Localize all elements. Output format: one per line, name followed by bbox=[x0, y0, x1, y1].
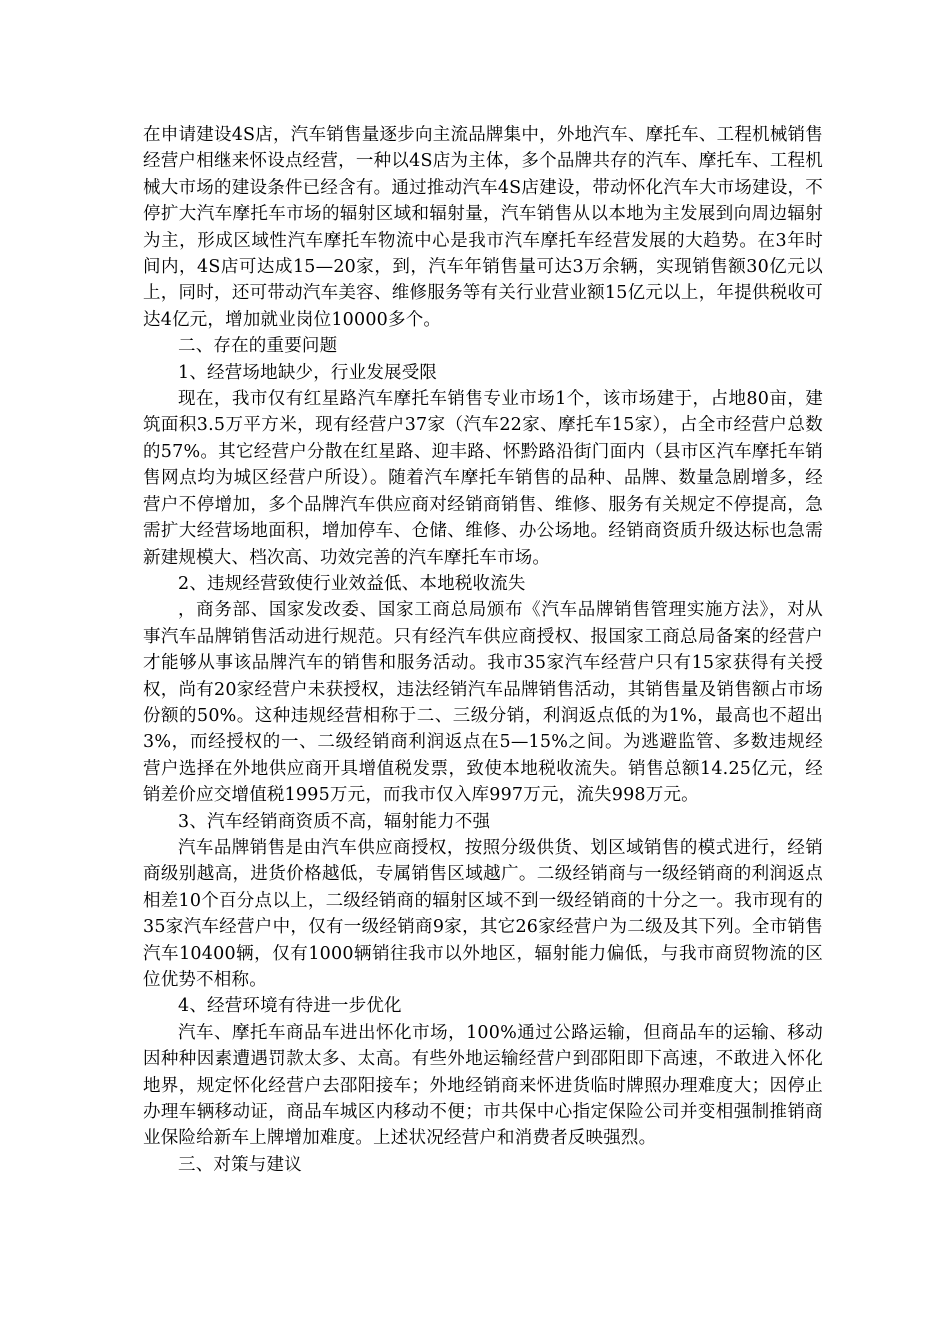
paragraph-dealer-qualification: 汽车品牌销售是由汽车供应商授权，按照分级供货、划区域销售的模式进行，经销商级别越高，进货价格越低，专属销售区域越广。二级经销商与一级经销商的利润返点相差10个百分点以上，二级经销商的辐射区域不到一级经销商的十分之一。我市现有的35家汽车经营户中，仅有一级经销商9家，其它26家经营户为二级及其下列。全市销售汽车10400辆，仅有1000辆销往我市以外地区，辐射能力偏低，与我市商贸物流的区位优势不相称。 bbox=[143, 837, 823, 990]
paragraph-business-environment: 汽车、摩托车商品车进出怀化市场，100%通过公路运输，但商品车的运输、移动因种种因素遭遇罚款太多、太高。有些外地运输经营户到邵阳即下高速，不敢进入怀化地界，规定怀化经营户去邵阳接车；外地经销商来怀进货临时牌照办理难度大；因停止办理车辆移动证，商品车城区内移动不便；市共保中心指定保险公司并变相强制推销商业保险给新车上牌增加难度。上述状况经营户和消费者反映强烈。 bbox=[143, 1022, 823, 1149]
subheading-venue-shortage: 1、经营场地缺少，行业发展受限 bbox=[178, 362, 438, 383]
subheading-illegal-operation: 2、违规经营致使行业效益低、本地税收流失 bbox=[178, 573, 526, 594]
subheading-business-environment: 4、经营环境有待进一步优化 bbox=[178, 996, 402, 1017]
subheading-dealer-qualification: 3、汽车经销商资质不高，辐射能力不强 bbox=[178, 811, 491, 832]
document-body bbox=[143, 122, 823, 1178]
paragraph-illegal-operation: ，商务部、国家发改委、国家工商总局颁布《汽车品牌销售管理实施方法》，对从事汽车品牌销售活动进行规范。只有经汽车供应商授权、报国家工商总局备案的经营户才能够从事该品牌汽车的销售和服务活动。我市35家汽车经营户只有15家获得有关授权，尚有20家经营户未获授权，违法经销汽车品牌销售活动，其销售量及销售额占市场份额的50%。这种违规经营相称于二、三级分销，利润返点低的为1%，最高也不超出3%，而经授权的一、二级经销商利润返点在5—15%之间。为逃避监管、多数违规经营户选择在外地供应商开具增值税发票，致使本地税收流失。销售总额14.25亿元，经销差价应交增值税1995万元，而我市仅入库997万元，流失998万元。 bbox=[143, 600, 823, 806]
section-heading-problems: 二、存在的重要问题 bbox=[178, 336, 338, 357]
paragraph-venue-shortage: 现在，我市仅有红星路汽车摩托车销售专业市场1个，该市场建于，占地80亩，建筑面积3.5万平方米，现有经营户37家（汽车22家、摩托车15家），占全市经营户总数的57%。其它经营户分散在红星路、迎丰路、怀黔路沿街门面内（县市区汽车摩托车销售网点均为城区经营户所设）。随着汽车摩托车销售的品种、品牌、数量急剧增多，经营户不停增加，多个品牌汽车供应商对经销商销售、维修、服务有关规定不停提高，急需扩大经营场地面积，增加停车、仓储、维修、办公场地。经销商资质升级达标也急需新建规模大、档次高、功效完善的汽车摩托车市场。 bbox=[143, 389, 823, 568]
paragraph-4s-development: 在申请建设4S店，汽车销售量逐步向主流品牌集中，外地汽车、摩托车、工程机械销售经营户相继来怀设点经营，一种以4S店为主体，多个品牌共存的汽车、摩托车、工程机械大市场的建设条件已经含有。通过推动汽车4S店建设，带动怀化汽车大市场建设，不停扩大汽车摩托车市场的辐射区域和辐射量，汽车销售从以本地为主发展到向周边辐射为主，形成区域性汽车摩托车物流中心是我市汽车摩托车经营发展的大趋势。在3年时间内，4S店可达成15—20家，到，汽车年销售量可达3万余辆，实现销售额30亿元以上，同时，还可带动汽车美容、维修服务等有关行业营业额15亿元以上，年提供税收可达4亿元，增加就业岗位10000多个。 bbox=[143, 125, 823, 330]
section-heading-countermeasures: 三、对策与建议 bbox=[178, 1154, 302, 1175]
